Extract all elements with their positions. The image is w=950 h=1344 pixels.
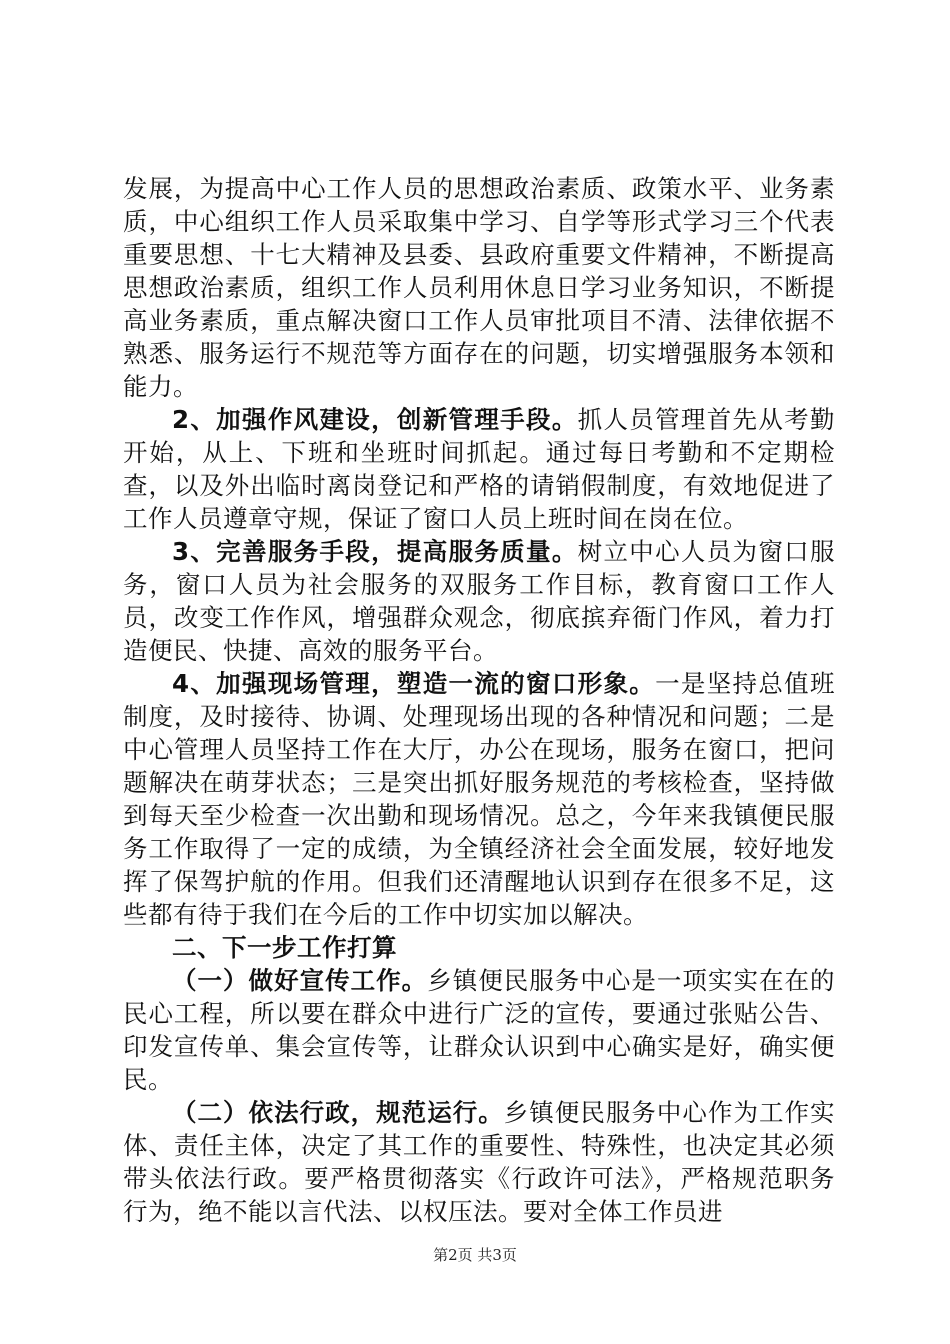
paragraph-section-2 [123,403,835,535]
paragraph-text: 乡镇便民服务中心是一项实实在在的民心工程，所以要在群众中进行广泛的宣传，要通过张贴公告、印发宣传单、集会宣传等，让群众认识到中心确实是好，确实便民。 [123,966,836,1094]
paragraph-heading: 3、完善服务手段，提高服务质量。 [172,537,578,566]
paragraph-section-4 [123,667,835,931]
paragraph-heading: 2、加强作风建设，创新管理手段。 [172,405,578,434]
paragraph-text: 一是坚持总值班制度，及时接待、协调、处理现场出现的各种情况和问题；二是中心管理人员坚持工作在大厅，办公在现场，服务在窗口，把问题解决在萌芽状态；三是突出抓好服务规范的考核检查，坚持做到每天至少检查一次出勤和现场情况。总之，今年来我镇便民服务工作取得了一定的成绩，为全镇经济社会全面发展，较好地发挥了保驾护航的作用。但我们还清醒地认识到存在很多不足，这些都有待于我们在今后的工作中切实加以解决。 [123,669,836,929]
section-heading: 二、下一步工作打算 [172,933,397,962]
paragraph-heading: （二）依法行政，规范运行。 [172,1098,504,1127]
paragraph-text: 抓人员管理首先从考勤开始，从上、下班和坐班时间抓起。通过每日考勤和不定期检查，以及外出临时离岗登记和严格的请销假制度，有效地促进了工作人员遵章守规，保证了窗口人员上班时间在岗在位。 [123,405,836,533]
paragraph-heading: 4、加强现场管理，塑造一流的窗口形象。 [172,669,656,698]
paragraph-continued [123,172,835,403]
paragraph-plan-1 [123,964,835,1096]
paragraph-text: 发展，为提高中心工作人员的思想政治素质、政策水平、业务素质，中心组织工作人员采取集中学习、自学等形式学习三个代表重要思想、十七大精神及县委、县政府重要文件精神，不断提高思想政治素质，组织工作人员利用休息日学习业务知识，不断提高业务素质，重点解决窗口工作人员审批项目不清、法律依据不熟悉、服务运行不规范等方面存在的问题，切实增强服务本领和能力。 [123,174,835,401]
page-footer [0,1244,950,1265]
page-number-label: 第2页 共3页 [433,1246,517,1264]
paragraph-text: 乡镇便民服务中心作为工作实体、责任主体，决定了其工作的重要性、特殊性，也决定其必须带头依法行政。要严格贯彻落实《行政许可法》，严格规范职务行为，绝不能以言代法、以权压法。要对全体工作员进 [123,1098,836,1226]
paragraph-section-3 [123,535,835,667]
paragraph-text: 树立中心人员为窗口服务，窗口人员为社会服务的双服务工作目标，教育窗口工作人员，改变工作作风，增强群众观念，彻底摈弃衙门作风，着力打造便民、快捷、高效的服务平台。 [123,537,836,665]
document-body [123,172,835,1228]
paragraph-heading: （一）做好宣传工作。 [172,966,428,995]
paragraph-plan-2 [123,1096,835,1228]
section-heading-next-steps [123,931,835,964]
